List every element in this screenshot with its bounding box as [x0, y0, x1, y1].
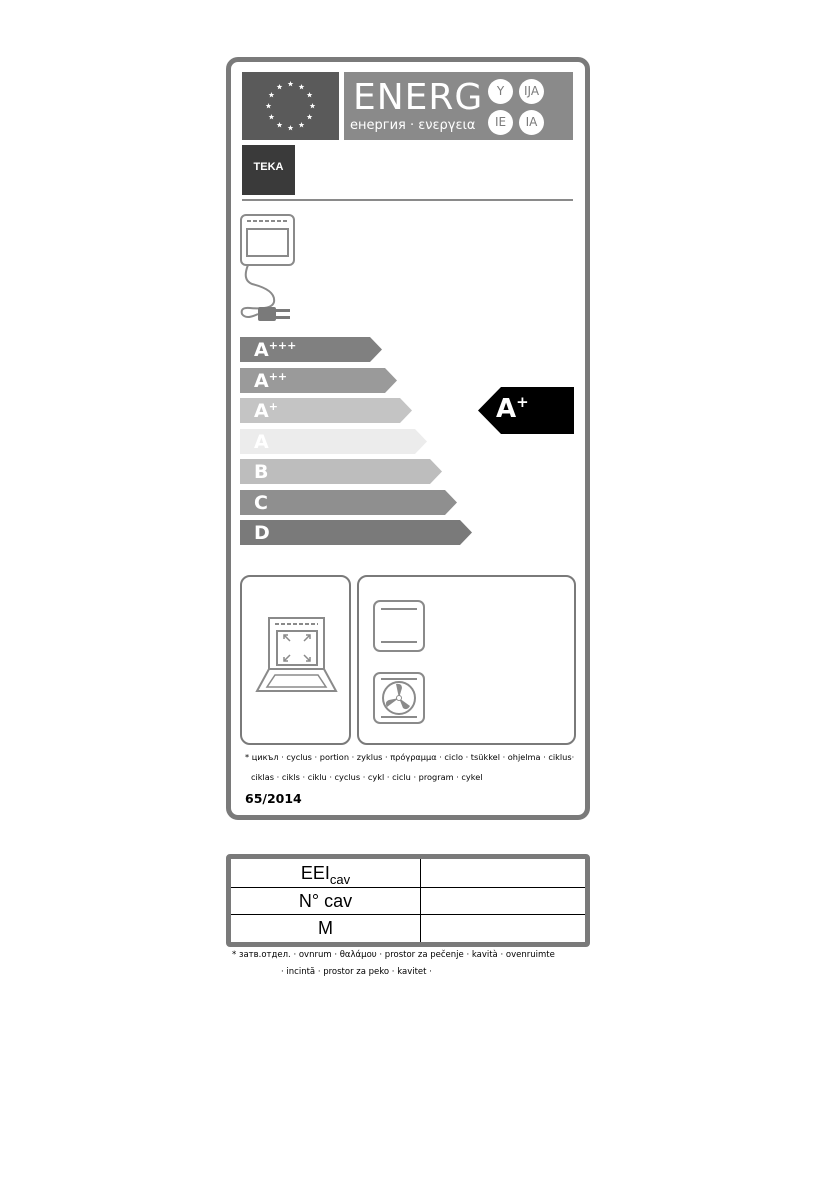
- table-divider: [231, 887, 585, 888]
- oven-cavity-icon: [242, 577, 349, 743]
- conventional-mode-icon: [372, 599, 426, 653]
- table-row-m-label: M: [318, 918, 333, 938]
- eu-star: [288, 125, 294, 130]
- efficiency-bar-label: C: [254, 491, 268, 514]
- eu-star: [277, 122, 283, 127]
- cycle-footnote-line1: * цикъл · cyclus · portion · zyklus · πρόγραμμα · ciclo · tsükkel · ohjelma · ciklus·: [245, 752, 575, 762]
- energy-subtitle: енергия · ενεργεια: [350, 118, 476, 133]
- eu-star: [299, 122, 305, 127]
- table-divider: [420, 859, 421, 942]
- efficiency-bar: [240, 398, 412, 423]
- efficiency-bar-label: D: [254, 522, 270, 544]
- regulation-number: 65/2014: [245, 791, 302, 806]
- efficiency-bar-label: A: [254, 430, 269, 453]
- rating-class: [496, 392, 529, 429]
- cavity-footnote-line1: * затв.отдел. · ovnrum · θαλάμου · prostor za pečenje · kavità · ovenruimte: [232, 950, 555, 960]
- efficiency-bar: [240, 429, 427, 454]
- efficiency-bar: [240, 337, 382, 362]
- eu-star: [307, 92, 313, 97]
- eu-star: [266, 103, 272, 108]
- rating-letter: A: [496, 394, 517, 424]
- table-row-eei-label: [231, 861, 420, 887]
- language-badge-ia: IA: [519, 110, 544, 135]
- efficiency-bar-label: A++: [254, 369, 288, 392]
- eu-star: [299, 84, 305, 89]
- modes-panel: [357, 575, 576, 745]
- table-row-ncav-label: N° cav: [298, 891, 353, 911]
- brand-logo: [242, 145, 295, 195]
- efficiency-bar: [240, 459, 442, 484]
- efficiency-bar: [240, 520, 472, 545]
- eu-stars-icon: [242, 72, 339, 140]
- eu-flag: [242, 72, 339, 140]
- eu-star: [277, 84, 283, 89]
- eu-star: [269, 92, 275, 97]
- efficiency-bar: [240, 490, 457, 515]
- eu-star: [310, 103, 316, 108]
- table-label: EEI: [300, 863, 330, 883]
- cavity-panel: [240, 575, 351, 745]
- language-badge-y: Y: [488, 79, 513, 104]
- eu-star: [307, 114, 313, 119]
- table-label-sub: cav: [329, 872, 351, 887]
- rating-sup: +: [516, 393, 529, 411]
- efficiency-bar-label: A+: [254, 400, 278, 422]
- oven-with-plug-icon: [238, 212, 300, 327]
- header-divider: [242, 199, 573, 201]
- energy-title: ENERG: [353, 77, 484, 118]
- eu-star: [288, 81, 294, 86]
- cavity-footnote-line2: · incintă · prostor za peko · kavitet ·: [281, 967, 432, 977]
- fan-forced-mode-icon: [372, 671, 426, 725]
- language-badge-ie: IE: [488, 110, 513, 135]
- brand-name: TEKA: [253, 161, 284, 173]
- eu-star: [269, 114, 275, 119]
- efficiency-bar: [240, 368, 397, 393]
- table-divider: [231, 914, 585, 915]
- efficiency-bar-label: B: [254, 461, 269, 483]
- efficiency-bar-label: A+++: [254, 339, 297, 361]
- language-badge-ija: IJA: [519, 79, 544, 104]
- cycle-footnote-line2: ciklas · cikls · ciklu · cyclus · cykl · ciclu · program · cykel: [251, 772, 483, 782]
